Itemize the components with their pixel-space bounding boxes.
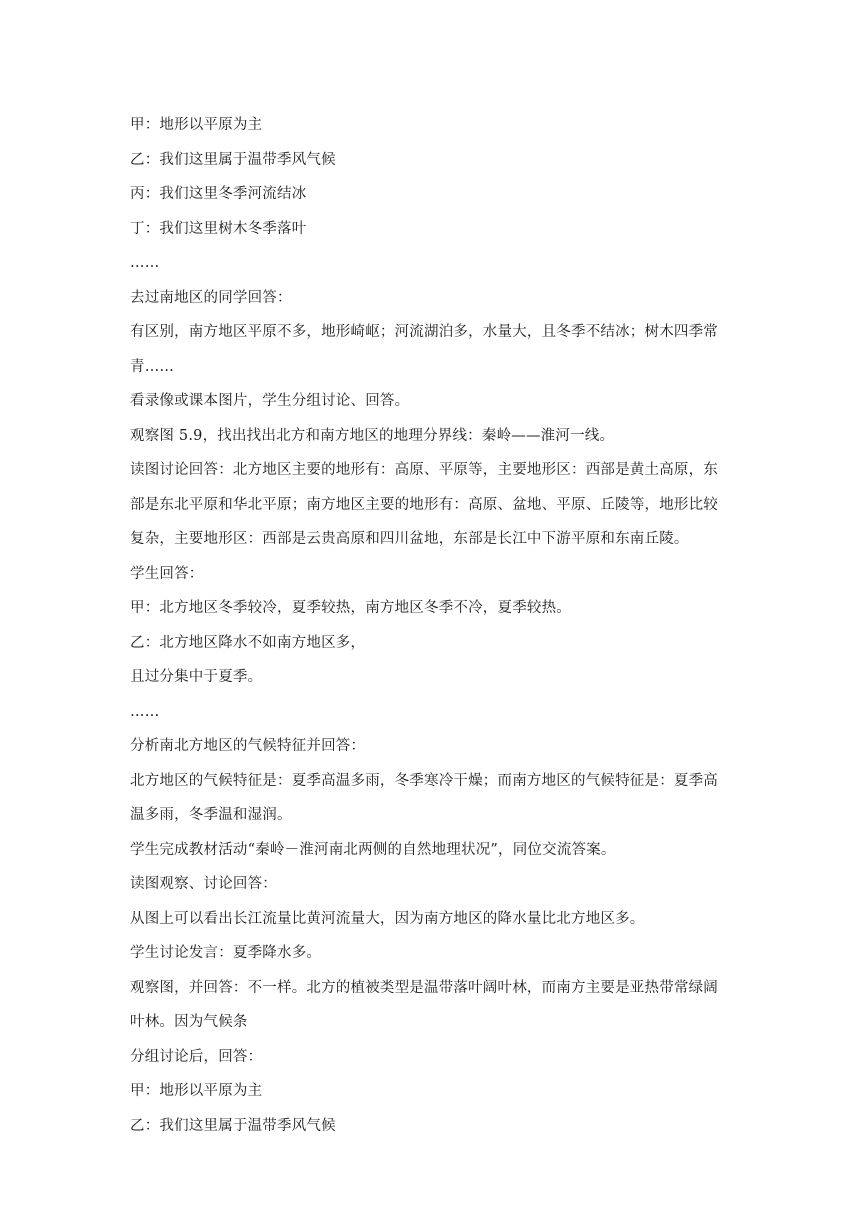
text-line: 甲：北方地区冬季较冷，夏季较热，南方地区冬季不冷，夏季较热。 bbox=[130, 600, 571, 616]
text-line: 且过分集中于夏季。 bbox=[130, 669, 263, 685]
text-line: 乙：我们这里属于温带季风气候 bbox=[130, 1117, 336, 1134]
text-line: 部是东北平原和华北平原；南方地区主要的地形有：高原、盆地、平原、丘陵等，地形比较 bbox=[130, 496, 718, 513]
text-line: 读图观察、讨论回答： bbox=[130, 876, 277, 892]
text-line: 学生完成教材活动“秦岭－淮河南北两侧的自然地理状况”，同位交流答案。 bbox=[130, 841, 616, 858]
text-line: 学生讨论发言：夏季降水多。 bbox=[130, 945, 322, 961]
text-line: 去过南地区的同学回答： bbox=[130, 289, 292, 306]
text-line: 乙：我们这里属于温带季风气候 bbox=[130, 151, 336, 168]
text-line: 叶林。因为气候条 bbox=[130, 1014, 248, 1030]
text-line: 分组讨论后，回答： bbox=[130, 1048, 263, 1065]
text-line: 学生回答： bbox=[130, 565, 204, 582]
text-line: 有区别，南方地区平原不多，地形崎岖；河流湖泊多，水量大，且冬季不结冰；树木四季常 bbox=[130, 324, 718, 340]
text-line: 北方地区的气候特征是：夏季高温多雨，冬季寒冷干燥；而南方地区的气候特征是：夏季高 bbox=[130, 772, 718, 789]
text-line: 看录像或课本图片，学生分组讨论、回答。 bbox=[130, 393, 410, 409]
text-line: 乙：北方地区降水不如南方地区多， bbox=[130, 634, 366, 651]
document-body bbox=[130, 108, 730, 1143]
text-line: 观察图 5.9，找出找出北方和南方地区的地理分界线：秦岭——淮河一线。 bbox=[130, 427, 615, 444]
text-line: 从图上可以看出长江流量比黄河流量大，因为南方地区的降水量比北方地区多。 bbox=[130, 910, 645, 927]
text-line: 温多雨，冬季温和湿润。 bbox=[130, 807, 292, 823]
text-line: 青…… bbox=[130, 358, 175, 375]
text-line: 丙：我们这里冬季河流结冰 bbox=[130, 186, 307, 202]
text-line: 丁：我们这里树木冬季落叶 bbox=[130, 220, 307, 237]
text-line: 分析南北方地区的气候特征并回答： bbox=[130, 738, 366, 754]
text-line: 甲：地形以平原为主 bbox=[130, 117, 263, 133]
ellipsis-line: …… bbox=[130, 703, 160, 720]
text-line: 观察图，并回答：不一样。北方的植被类型是温带落叶阔叶林，而南方主要是亚热带常绿阔 bbox=[130, 979, 718, 996]
text-line: 甲：地形以平原为主 bbox=[130, 1083, 263, 1099]
text-line: 读图讨论回答：北方地区主要的地形有：高原、平原等，主要地形区：西部是黄土高原，东 bbox=[130, 462, 718, 478]
ellipsis-line: …… bbox=[130, 255, 160, 271]
text-line: 复杂，主要地形区：西部是云贵高原和四川盆地，东部是长江中下游平原和东南丘陵。 bbox=[130, 531, 689, 547]
